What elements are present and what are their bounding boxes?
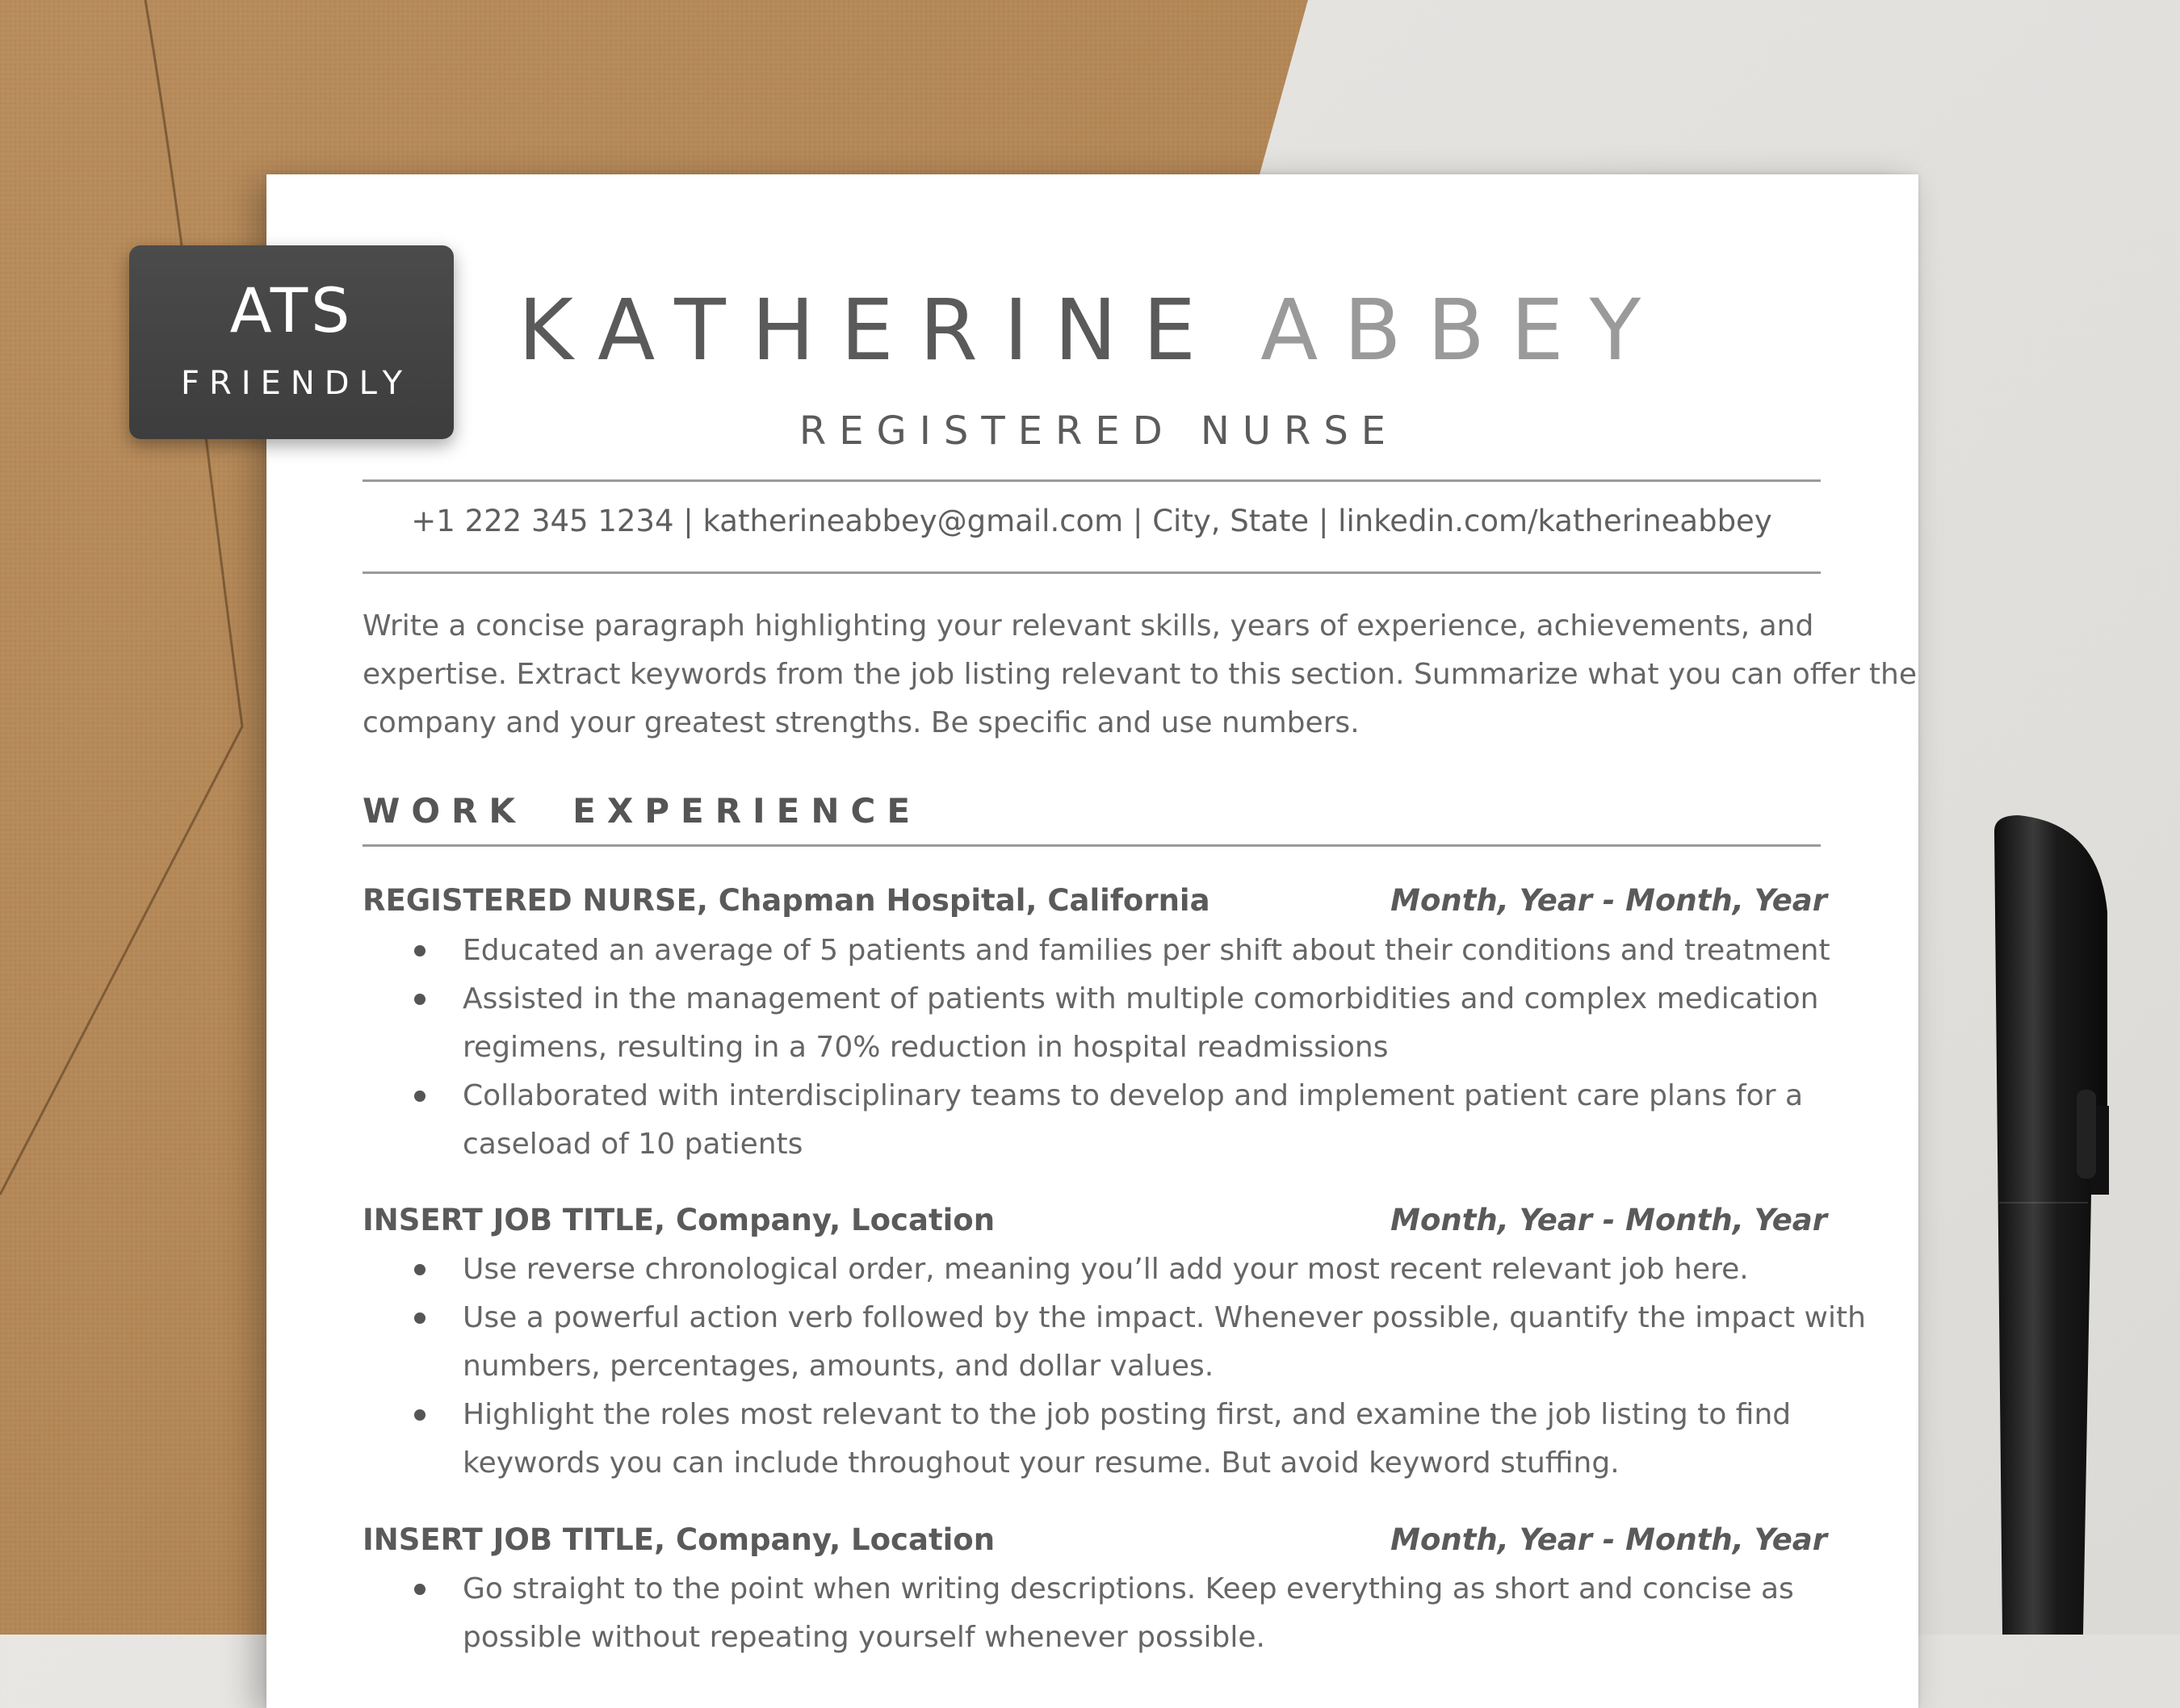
bullet-text: Go straight to the point when writing descriptions. Keep everything as short and concise as bbox=[463, 1572, 1794, 1605]
marker-pen-icon bbox=[1970, 815, 2132, 1635]
bullet-text: Use reverse chronological order, meaning you’ll add your most recent relevant job here. bbox=[463, 1253, 1749, 1286]
bullet-text: possible without repeating yourself whenever possible. bbox=[463, 1621, 1265, 1654]
job-role: INSERT JOB TITLE, Company, Location bbox=[363, 1203, 996, 1237]
job-dates: Month, Year - Month, Year bbox=[1390, 1522, 1827, 1557]
list-item bbox=[363, 1245, 1832, 1294]
bullet-text: Educated an average of 5 patients and families per shift about their conditions and treatment bbox=[463, 934, 1830, 967]
resume-name bbox=[266, 281, 1918, 379]
job-role: INSERT JOB TITLE, Company, Location bbox=[363, 1522, 996, 1557]
summary-line: Write a concise paragraph highlighting your relevant skills, years of experience, achievements, and bbox=[363, 609, 1814, 643]
bullet-text: Collaborated with interdisciplinary teams to develop and implement patient care plans for a bbox=[463, 1079, 1804, 1112]
job-bullets bbox=[363, 927, 1832, 1169]
badge-title: ATS bbox=[229, 274, 354, 346]
bullet-dot bbox=[414, 1312, 426, 1324]
resume-page bbox=[266, 174, 1918, 1708]
bullet-text: Highlight the roles most relevant to the job posting first, and examine the job listing to find bbox=[463, 1398, 1792, 1431]
list-item bbox=[363, 1565, 1832, 1662]
bullet-text: keywords you can include throughout your resume. But avoid keyword stuffing. bbox=[463, 1446, 1620, 1480]
bullet-dot bbox=[414, 945, 426, 957]
bullet-dot bbox=[414, 1091, 426, 1102]
section-heading-work-experience: WORK EXPERIENCE bbox=[363, 791, 922, 831]
job-bullets bbox=[363, 1245, 1866, 1488]
job-bullets bbox=[363, 1565, 1832, 1662]
summary-paragraph bbox=[363, 602, 1918, 747]
job-role: REGISTERED NURSE, Chapman Hospital, California bbox=[363, 883, 1210, 918]
bullet-text: Use a powerful action verb followed by the impact. Whenever possible, quantify the impact with bbox=[463, 1301, 1866, 1334]
summary-line: company and your greatest strengths. Be specific and use numbers. bbox=[363, 706, 1360, 739]
divider-section bbox=[363, 844, 1821, 847]
divider-bottom bbox=[363, 571, 1821, 574]
job-heading bbox=[363, 1522, 1827, 1557]
bullet-dot bbox=[414, 994, 426, 1005]
bullet-text: regimens, resulting in a 70% reduction in hospital readmissions bbox=[463, 1031, 1389, 1064]
contact-line: +1 222 345 1234 | katherineabbey@gmail.com | City, State | linkedin.com/katherineabbey bbox=[411, 504, 1772, 538]
first-name: KATHERINE bbox=[518, 281, 1222, 379]
job-heading bbox=[363, 883, 1827, 918]
job-dates: Month, Year - Month, Year bbox=[1390, 883, 1827, 918]
list-item bbox=[363, 927, 1832, 975]
bullet-text: caseload of 10 patients bbox=[463, 1128, 803, 1161]
summary-line: expertise. Extract keywords from the job listing relevant to this section. Summarize what you can offer the bbox=[363, 658, 1918, 691]
badge-subtitle: FRIENDLY bbox=[181, 365, 412, 402]
bullet-text: numbers, percentages, amounts, and dollar values. bbox=[463, 1350, 1214, 1383]
job-dates: Month, Year - Month, Year bbox=[1390, 1203, 1827, 1237]
ats-friendly-badge bbox=[129, 245, 454, 439]
list-item bbox=[363, 1294, 1866, 1391]
bullet-text: Assisted in the management of patients with multiple comorbidities and complex medication bbox=[463, 982, 1819, 1015]
list-item bbox=[363, 1391, 1832, 1488]
bullet-dot bbox=[414, 1584, 426, 1595]
job-title-heading: REGISTERED NURSE bbox=[799, 408, 1399, 454]
last-name: ABBEY bbox=[1260, 281, 1667, 379]
list-item bbox=[363, 1072, 1832, 1169]
job-heading bbox=[363, 1203, 1827, 1237]
list-item bbox=[363, 975, 1832, 1072]
bullet-dot bbox=[414, 1409, 426, 1421]
bullet-dot bbox=[414, 1264, 426, 1275]
divider-top bbox=[363, 479, 1821, 482]
